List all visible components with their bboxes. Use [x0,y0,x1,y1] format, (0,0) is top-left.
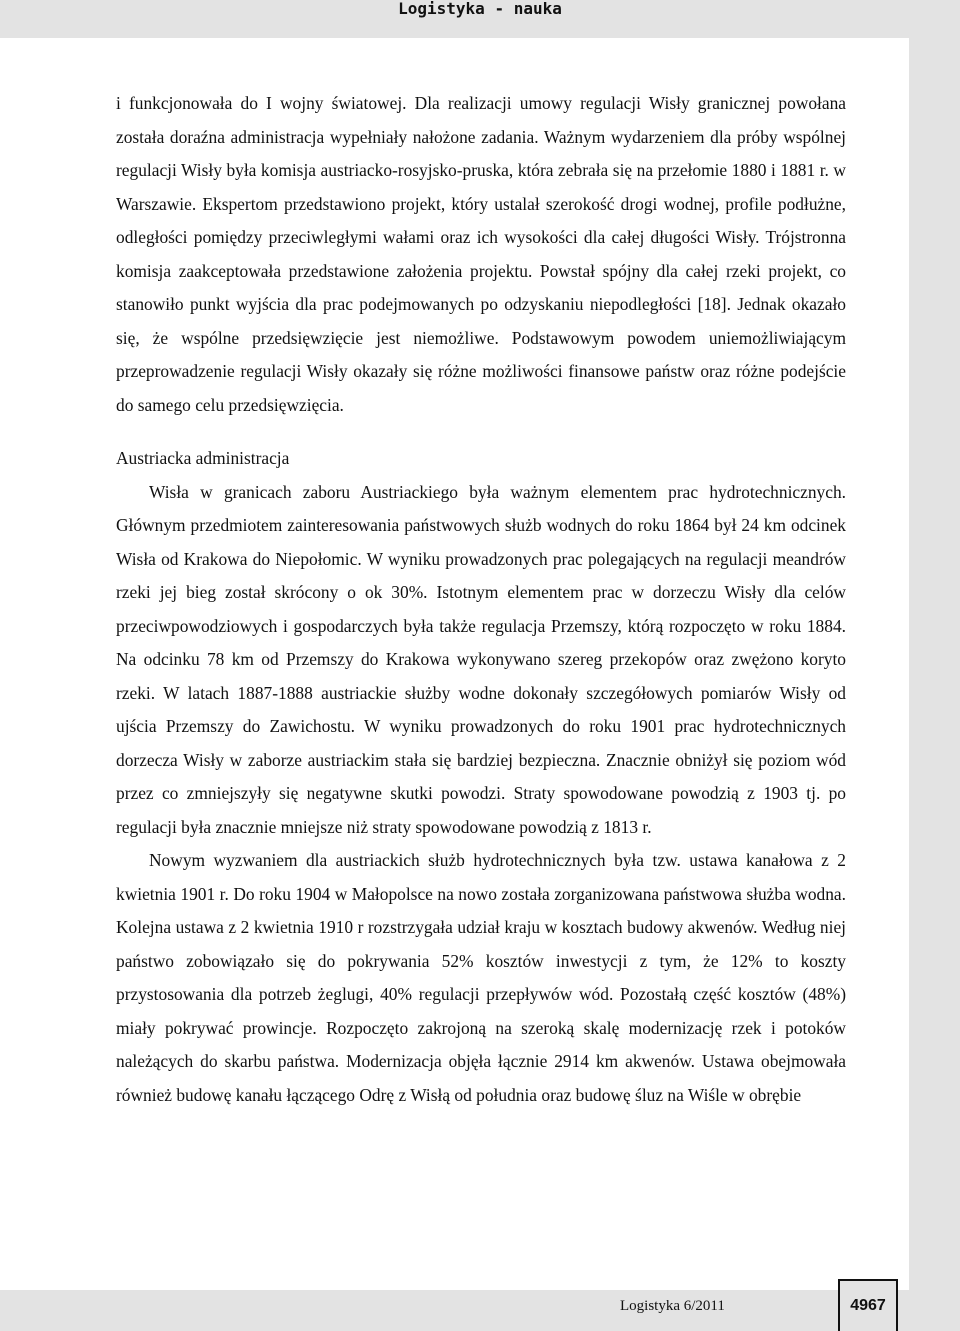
paragraph-spacer [116,422,846,442]
article-body [116,87,846,1112]
running-header-title: Logistyka - nauka [398,0,562,18]
page-number: 4967 [850,1297,886,1314]
footer-journal-name: Logistyka 6/2011 [620,1298,725,1314]
header-bar [0,0,960,38]
paragraph-2: Wisła w granicach zaboru Austriackiego była ważnym elementem prac hydrotechnicznych. Głównym przedmiotem zainteresowania państwowych służb wodnych do roku 1864 był 24 km odcinek Wisła od Krakowa do Niepołomic. W wyniku prowadzonych prac polegających na regulacji meandrów rzeki jej bieg został skrócony o ok 30%. Istotnym elementem prac w dorzeczu Wisły dla celów przeciwpowodziowych i gospodarczych była także regulacja Przemszy, którą rozpoczęto w roku 1884. Na odcinku 78 km od Przemszy do Krakowa wykonywano szereg przekopów oraz zwężono koryto rzeki. W latach 1887-1888 austriackie służby wodne dokonały szczegółowych pomiarów Wisły od ujścia Przemszy do Zawichostu. W wyniku prowadzonych do roku 1901 prac hydrotechnicznych dorzecza Wisły w zaborze austriackim stała się bardziej bezpieczna. Znacznie obniżył się poziom wód przez co zmniejszyły się negatywne skutki powodzi. Straty spowodowane powodzią z 1903 tj. po regulacji była znacznie mniejsze niż straty spowodowane powodzią z 1813 r. [116,481,846,837]
section-heading: Austriacka administracja [116,448,290,468]
paragraph-1: i funkcjonowała do I wojny światowej. Dla realizacji umowy regulacji Wisły granicznej powołana została doraźna administracja wypełniały nałożone zadania. Ważnym wydarzeniem dla próby wspólnej regulacji Wisły była komisja austriacko-rosyjsko-pruska, która zebrała się na przełomie 1880 i 1881 r. w Warszawie. Ekspertom przedstawiono projekt, który ustalał szerokość drogi wodnej, profile podłużne, odległości pomiędzy przeciwległymi wałami oraz ich wysokości dla całej długości Wisły. Trójstronna komisja zaakceptowała przedstawione założenia projektu. Powstał spójny dla całej rzeki projekt, co stanowiło punkt wyjścia dla prac podejmowanych po odzyskaniu niepodległości [18]. Jednak okazało się, że wspólne przedsięwzięcie jest niemożliwe. Podstawowym powodem uniemożliwiającym przeprowadzenie regulacji Wisły okazały się różne możliwości finansowe państw oraz różne podejście do samego celu przedsięwzięcia. [116,93,846,415]
paragraph-3: Nowym wyzwaniem dla austriackich służb hydrotechnicznych była tzw. ustawa kanałowa z 2 kwietnia 1901 r. Do roku 1904 w Małopolsce na nowo została zorganizowana państwowa służba wodna. Kolejna ustawa z 2 kwietnia 1910 r rozstrzygała udział kraju w kosztach budowy akwenów. Według niej państwo zobowiązało się do pokrywania 52% kosztów inwestycji z tym, że 12% to koszty przystosowania dla potrzeb żeglugi, 40% regulacji przepływów wód. Pozostałą część kosztów (48%) miały pokrywać prowincje. Rozpoczęto zakrojoną na szeroką skalę modernizację rzek i potoków należących do skarbu państwa. Modernizacja objęła łącznie 2914 km akwenów. Ustawa obejmowała również budowę kanału łączącego Odrę z Wisłą od południa oraz budowę śluz na Wiśle w obrębie [116,850,846,1105]
